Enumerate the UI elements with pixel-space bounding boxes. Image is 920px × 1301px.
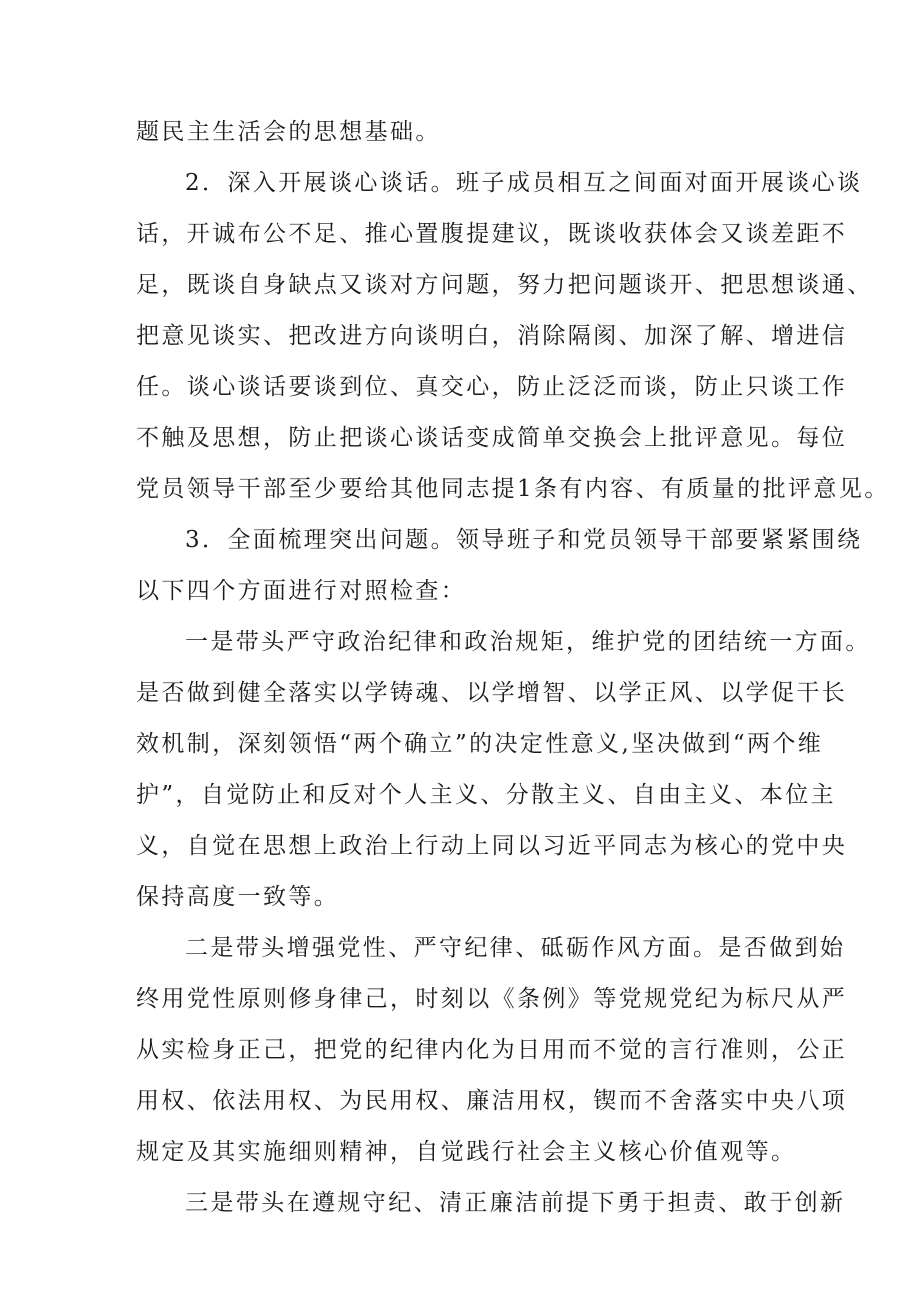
text-line: 规定及其实施细则精神，自觉践行社会主义核心价值观等。 [136, 1139, 797, 1165]
text-line: 护”，自觉防止和反对个人主义、分散主义、自由主义、本位主 [136, 782, 836, 808]
paragraph-3-heading-line: 3．全面梳理突出问题。领导班子和党员领导干部要紧紧围绕 [185, 527, 863, 553]
text-line: 从实检身正己，把党的纪律内化为日用而不觉的言行准则，公正 [136, 1037, 848, 1063]
text-line: 不触及思想，防止把谈心谈话变成简单交换会上批评意见。每位 [136, 425, 848, 451]
text-line: 题民主生活会的思想基础。 [136, 119, 441, 145]
text-line: 是否做到健全落实以学铸魂、以学增智、以学正风、以学促干长 [136, 680, 848, 706]
item-two-heading-line: 二是带头增强党性、严守纪律、砥砺作风方面。是否做到始 [185, 935, 846, 961]
text-line: 任。谈心谈话要谈到位、真交心，防止泛泛而谈，防止只谈工作 [136, 374, 848, 400]
text-line: 党员领导干部至少要给其他同志提1条有内容、有质量的批评意见。 [136, 476, 890, 502]
text-line: 用权、依法用权、为民用权、廉洁用权，锲而不舍落实中央八项 [136, 1088, 848, 1114]
text-line: 终用党性原则修身律己，时刻以《条例》等党规党纪为标尺从严 [136, 986, 848, 1012]
item-three-heading-line: 三是带头在遵规守纪、清正廉洁前提下勇于担责、敢于创新 [185, 1190, 846, 1216]
text-line: 把意见谈实、把改进方向谈明白，消除隔阂、加深了解、增进信 [136, 323, 848, 349]
text-line: 以下四个方面进行对照检查： [136, 578, 467, 604]
item-one-heading-line: 一是带头严守政治纪律和政治规矩，维护党的团结统一方面。 [185, 629, 871, 655]
text-line: 效机制，深刻领悟“两个确立”的决定性意义,坚决做到“两个维 [136, 731, 824, 757]
text-line: 话，开诚布公不足、推心置腹提建议，既谈收获体会又谈差距不 [136, 221, 848, 247]
text-line: 足，既谈自身缺点又谈对方问题，努力把问题谈开、把思想谈通、 [136, 272, 873, 298]
paragraph-2-heading-line: 2．深入开展谈心谈话。班子成员相互之间面对面开展谈心谈 [185, 170, 863, 196]
text-line: 义，自觉在思想上政治上行动上同以习近平同志为核心的党中央 [136, 833, 848, 859]
text-line: 保持高度一致等。 [136, 884, 340, 910]
